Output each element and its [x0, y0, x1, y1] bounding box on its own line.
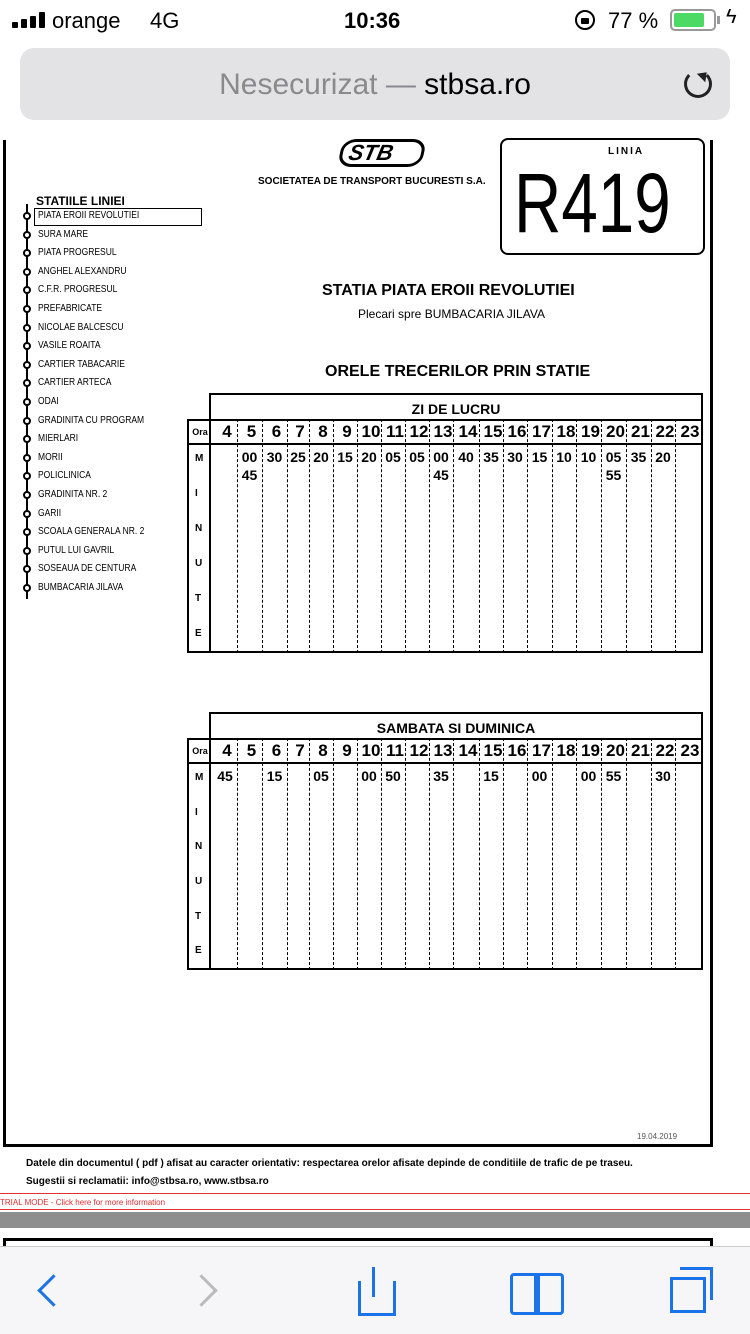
station-dot [23, 268, 31, 276]
minute-letter: U [195, 876, 203, 887]
hour-cell: 8 [318, 422, 328, 441]
minute-letter: M [195, 453, 204, 464]
station-item: POLICLINICA [38, 470, 91, 482]
hour-cell: 6 [271, 422, 282, 441]
hour-cell: 21 [631, 741, 650, 760]
hour-cell: 14 [458, 741, 478, 760]
station-item: MORII [38, 451, 63, 463]
ora-label: Ora [187, 419, 211, 445]
contact-info: Sugestii si reclamatii: info@stbsa.ro, www.stbsa.ro [26, 1176, 269, 1187]
network-label: 4G [150, 8, 180, 33]
hour-cell: 18 [556, 422, 576, 441]
ora-label: Ora [187, 738, 211, 764]
station-dot [23, 231, 31, 239]
minute-cell: 55 [605, 768, 622, 784]
company-name: SOCIETATEA DE TRANSPORT BUCURESTI S.A. [258, 176, 486, 187]
station-name: STATIA PIATA EROII REVOLUTIEI [322, 282, 575, 299]
minute-cell: 45 [241, 467, 258, 483]
minute-label [187, 762, 211, 970]
station-item: GRADINITA NR. 2 [38, 489, 108, 500]
minute-letter: I [195, 488, 198, 499]
station-item: C.F.R. PROGRESUL [38, 284, 118, 296]
station-dot [23, 510, 31, 518]
minute-cell: 00 [531, 768, 548, 784]
hour-cell: 7 [295, 422, 305, 441]
hour-cell: 5 [246, 741, 257, 760]
hour-cell: 16 [507, 741, 527, 760]
station-item: BUMBACARIA JILAVA [38, 582, 124, 593]
hour-cell: 23 [680, 422, 700, 441]
minute-cell: 10 [580, 449, 597, 465]
hour-cell: 19 [581, 422, 600, 441]
hour-cell: 5 [246, 422, 257, 441]
station-dot [23, 324, 31, 332]
minute-cell: 35 [483, 449, 499, 465]
minute-cell: 35 [433, 768, 449, 784]
minute-letter: N [195, 523, 203, 534]
station-item: PIATA PROGRESUL [38, 247, 117, 259]
minute-cell: 15 [483, 768, 499, 784]
hour-cell: 10 [361, 422, 381, 441]
security-label: Nesecurizat — [219, 68, 416, 101]
hour-cell: 4 [222, 741, 232, 760]
minute-cell: 45 [433, 467, 449, 483]
station-dot [23, 398, 31, 406]
station-dot [23, 417, 31, 425]
hour-cell: 10 [361, 741, 381, 760]
minute-cell: 05 [385, 449, 401, 465]
station-dot [23, 305, 31, 313]
station-item: SOSEAUA DE CENTURA [38, 563, 137, 575]
minute-cell: 15 [337, 449, 353, 465]
footer-note: Datele din documentul ( pdf ) afisat au caracter orientativ: respectarea orelor afisate depinde de conditiile de trafic de pe traseu. [26, 1158, 633, 1169]
hour-cell: 9 [342, 422, 352, 441]
station-item: PREFABRICATE [38, 303, 103, 314]
hour-cell: 4 [222, 422, 232, 441]
minute-cell: 45 [217, 768, 233, 784]
clock: 10:36 [344, 8, 401, 33]
hour-cell: 8 [318, 741, 328, 760]
station-item: NICOLAE BALCESCU [38, 321, 124, 333]
hour-cell: 15 [483, 422, 503, 441]
minute-letter: M [195, 772, 204, 783]
hour-cell: 6 [271, 741, 282, 760]
minute-cell: 50 [385, 768, 401, 784]
hour-cell: 16 [507, 422, 527, 441]
station-item: ANGHEL ALEXANDRU [38, 265, 127, 277]
station-dot [23, 361, 31, 369]
domain-label: stbsa.ro [424, 68, 531, 101]
minute-letter: U [195, 558, 203, 569]
line-box [500, 138, 705, 255]
station-item: GRADINITA CU PROGRAM [38, 414, 145, 426]
battery-icon [670, 9, 716, 31]
station-item: PUTUL LUI GAVRIL [38, 544, 115, 556]
minute-cell: 15 [266, 768, 283, 784]
minute-letter: T [195, 593, 202, 604]
forward-icon[interactable] [184, 1269, 228, 1313]
minute-cell: 15 [531, 449, 548, 465]
station-dot [23, 584, 31, 592]
rotation-lock-icon [575, 10, 595, 30]
stations-title: STATIILE LINIEI [36, 194, 125, 208]
station-item: PIATA EROII REVOLUTIEI [38, 210, 140, 221]
hour-cell: 7 [295, 741, 305, 760]
station-dot [23, 212, 31, 220]
carrier-label: orange [52, 8, 121, 33]
minute-cell: 25 [290, 449, 306, 465]
hour-cell: 15 [483, 741, 503, 760]
weekend-title: SAMBATA SI DUMINICA [209, 712, 703, 740]
hour-cell: 22 [655, 741, 675, 760]
hour-cell: 11 [386, 741, 404, 760]
station-item: CARTIER ARTECA [38, 377, 112, 389]
station-dot [23, 454, 31, 462]
minute-cell: 40 [458, 449, 474, 465]
hour-cell: 17 [532, 422, 551, 441]
station-item: VASILE ROAITA [38, 340, 101, 352]
minute-cell: 00 [433, 449, 449, 465]
hour-cell: 9 [342, 741, 352, 760]
minute-cell: 20 [655, 449, 671, 465]
minute-cell: 30 [507, 449, 523, 465]
minute-letter: I [195, 806, 198, 818]
browser-toolbar [0, 1246, 750, 1334]
minute-label [187, 443, 211, 653]
battery-percent: 77 % [608, 8, 659, 33]
hour-cell: 19 [581, 741, 600, 760]
minute-cell: 30 [266, 449, 283, 465]
hour-cell: 13 [433, 741, 453, 760]
hour-cell: 20 [606, 741, 625, 760]
minute-cell: 55 [605, 467, 622, 483]
station-item: GARII [38, 507, 62, 519]
status-bar [0, 0, 750, 40]
station-item: MIERLARI [38, 433, 79, 445]
hour-cell: 18 [556, 741, 576, 760]
hour-cell: 20 [606, 422, 625, 441]
reload-icon[interactable] [684, 70, 712, 98]
hour-cell: 17 [532, 741, 551, 760]
minute-cell: 05 [409, 449, 425, 465]
minute-letter: N [195, 841, 203, 853]
hour-cell: 22 [655, 422, 675, 441]
tabs-icon[interactable] [666, 1269, 710, 1313]
station-item: SURA MARE [38, 228, 89, 240]
minute-cell: 05 [313, 768, 329, 784]
station-item: ODAI [38, 396, 59, 407]
signal-icon [12, 12, 48, 28]
hour-cell: 23 [680, 741, 700, 760]
station-dot [23, 547, 31, 555]
minute-letter: E [195, 945, 202, 957]
trial-banner[interactable]: TRIAL MODE - Click here for more information [0, 1198, 166, 1207]
page-separator [0, 1212, 750, 1228]
share-icon[interactable] [354, 1269, 398, 1313]
minute-cell: 00 [241, 449, 258, 465]
minute-cell: 00 [361, 768, 377, 784]
hour-cell: 12 [409, 741, 429, 760]
minute-cell: 20 [361, 449, 377, 465]
hour-cell: 11 [386, 422, 404, 441]
document-date: 19.04.2019 [637, 1132, 678, 1141]
minute-cell: 30 [655, 768, 671, 784]
line-number: R419 [514, 156, 671, 250]
bookmarks-icon[interactable] [510, 1269, 554, 1313]
station-item: CARTIER TABACARIE [38, 358, 125, 370]
minute-cell: 35 [630, 449, 647, 465]
minute-letter: E [195, 628, 202, 639]
weekday-title: ZI DE LUCRU [209, 393, 703, 421]
minute-cell: 05 [605, 449, 622, 465]
hour-cell: 12 [409, 422, 429, 441]
hour-cell: 14 [458, 422, 478, 441]
minute-cell: 10 [556, 449, 572, 465]
minute-letter: T [195, 910, 202, 922]
minute-cell: 20 [313, 449, 329, 465]
destination: Plecari spre BUMBACARIA JILAVA [358, 307, 545, 321]
hour-cell: 21 [631, 422, 650, 441]
address-bar[interactable] [20, 48, 730, 120]
station-dot [23, 491, 31, 499]
charging-icon: ϟ [726, 6, 737, 28]
station-item: SCOALA GENERALA NR. 2 [38, 526, 145, 538]
hour-cell: 13 [433, 422, 453, 441]
back-icon[interactable] [30, 1269, 74, 1313]
line-label: LINIA [608, 146, 645, 157]
stb-logo: STB [337, 139, 427, 167]
minute-cell: 00 [580, 768, 597, 784]
schedule-title: ORELE TRECERILOR PRIN STATIE [325, 363, 591, 380]
